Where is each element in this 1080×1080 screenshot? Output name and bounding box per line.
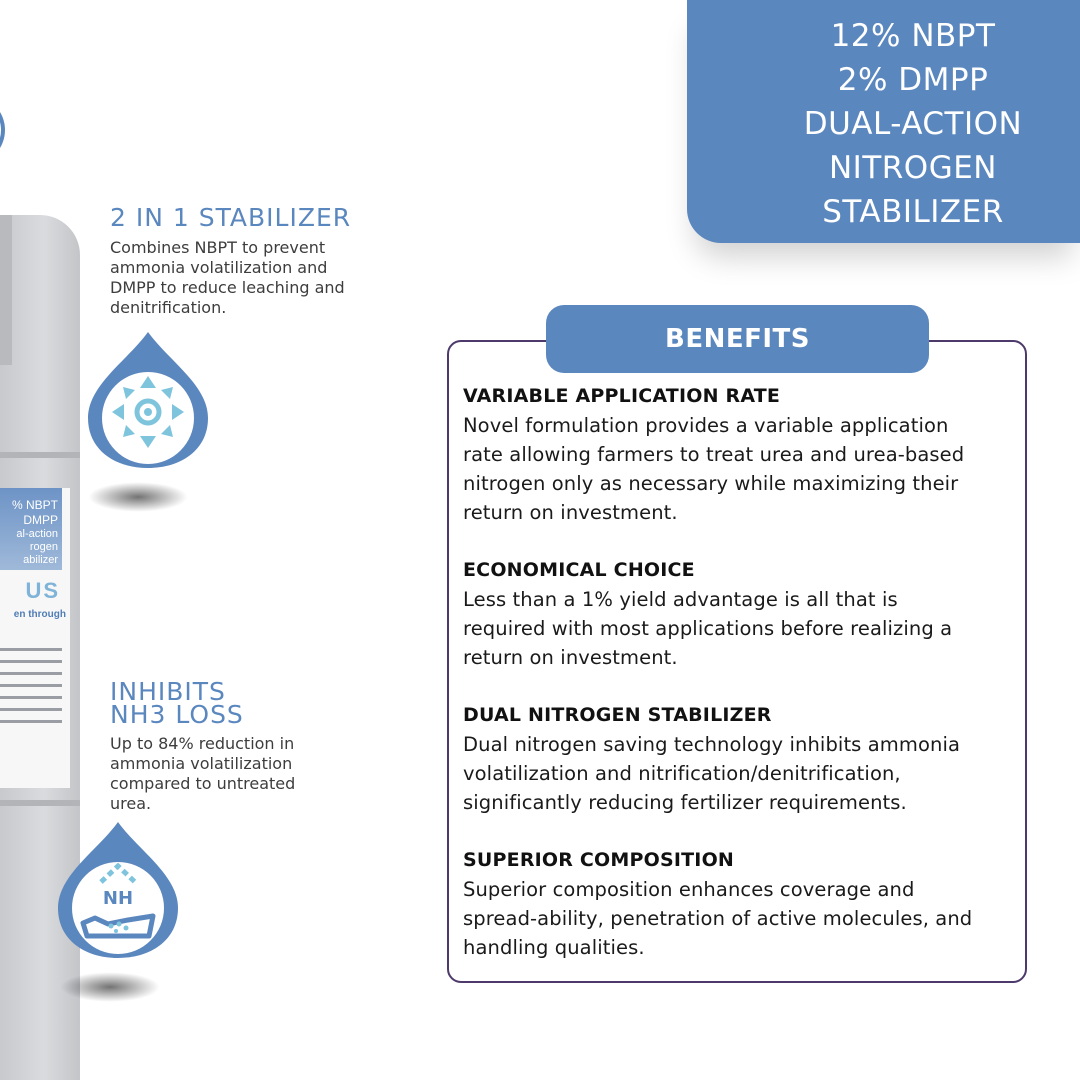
- jug-fine-print: [0, 648, 62, 651]
- jug-brand: US: [25, 578, 60, 603]
- spec-line: DUAL-ACTION: [803, 106, 1023, 142]
- drop-icon: [83, 330, 213, 470]
- spec-line: 2% DMPP: [837, 62, 989, 98]
- benefit-heading: SUPERIOR COMPOSITION: [463, 849, 735, 871]
- benefit-heading: VARIABLE APPLICATION RATE: [463, 385, 781, 407]
- jug-fine-print: [0, 672, 62, 675]
- benefit-item: [463, 382, 1023, 527]
- benefit-line: volatilization and nitrification/denitrification,: [463, 762, 901, 785]
- feature-line: DMPP to reduce leaching and: [110, 278, 345, 297]
- benefit-line: significantly reducing fertilizer requirements.: [463, 791, 907, 814]
- benefit-line: return on investment.: [463, 501, 678, 524]
- feature-line: compared to untreated: [110, 774, 296, 793]
- benefit-item: [463, 701, 1023, 817]
- benefit-line: Novel formulation provides a variable application: [463, 414, 949, 437]
- product-spec-card: [687, 0, 1080, 243]
- dispersion-icon: [83, 330, 213, 470]
- jug-label-line: % NBPT: [11, 498, 58, 512]
- benefit-line: Dual nitrogen saving technology inhibits ammonia: [463, 733, 961, 756]
- jug-fine-print: [0, 660, 62, 663]
- benefits-header: [546, 305, 929, 373]
- spec-line: STABILIZER: [822, 194, 1004, 230]
- benefit-line: spread-ability, penetration of active molecules, and: [463, 907, 973, 930]
- jug-fine-print: [0, 708, 62, 711]
- feature-line: ammonia volatilization and: [110, 258, 328, 277]
- spec-line: NITROGEN: [828, 150, 997, 186]
- jug-fine-print: [0, 720, 62, 723]
- jug-fine-print: [0, 684, 62, 687]
- benefits-title: BENEFITS: [665, 324, 810, 354]
- benefit-line: Superior composition enhances coverage and: [463, 878, 915, 901]
- benefit-heading: ECONOMICAL CHOICE: [463, 559, 695, 581]
- feature-line: Up to 84% reduction in: [110, 734, 295, 753]
- jug-seam: [0, 452, 80, 458]
- benefit-item: [463, 556, 1023, 672]
- feature-title: [110, 677, 244, 729]
- jug-fine-print: [0, 696, 62, 699]
- benefit-item: [463, 846, 1023, 962]
- nh3-icon-text: NH: [102, 888, 134, 909]
- feature-title-line: 2 IN 1 STABILIZER: [110, 203, 352, 232]
- feature-title-line: NH3 LOSS: [110, 700, 244, 729]
- feature-line: ammonia volatilization: [110, 754, 293, 773]
- jug-label-line: abilizer: [23, 554, 58, 566]
- jug-shadow: [0, 215, 12, 365]
- jug-label-line: al-action: [16, 528, 58, 540]
- benefit-heading: DUAL NITROGEN STABILIZER: [463, 704, 772, 726]
- jug-label-line: DMPP: [23, 513, 58, 527]
- feature-title: [110, 203, 352, 232]
- benefit-line: nitrogen only as necessary while maximizing their: [463, 472, 959, 495]
- spec-lines: [687, 14, 1080, 234]
- jug-tagline: en through: [13, 609, 66, 620]
- jug-label-band: [0, 488, 62, 570]
- jug-handle: [0, 95, 5, 165]
- feature-line: urea.: [110, 794, 152, 813]
- benefit-line: required with most applications before realizing a: [463, 617, 953, 640]
- feature-description: [110, 238, 345, 318]
- benefit-line: handling qualities.: [463, 936, 645, 959]
- feature-line: Combines NBPT to prevent: [110, 238, 326, 257]
- jug-seam: [0, 800, 80, 806]
- nh3-emission-icon: [53, 820, 183, 960]
- drop-shadow: [60, 972, 160, 1002]
- feature-title-line: INHIBITS: [110, 677, 226, 706]
- benefit-line: rate allowing farmers to treat urea and urea-based: [463, 443, 965, 466]
- drop-shadow: [88, 482, 188, 512]
- benefit-line: return on investment.: [463, 646, 678, 669]
- feature-line: denitrification.: [110, 298, 227, 317]
- spec-line: 12% NBPT: [830, 18, 996, 54]
- jug-label-line: rogen: [29, 541, 58, 553]
- feature-description: [110, 734, 295, 814]
- benefit-line: Less than a 1% yield advantage is all that is: [463, 588, 898, 611]
